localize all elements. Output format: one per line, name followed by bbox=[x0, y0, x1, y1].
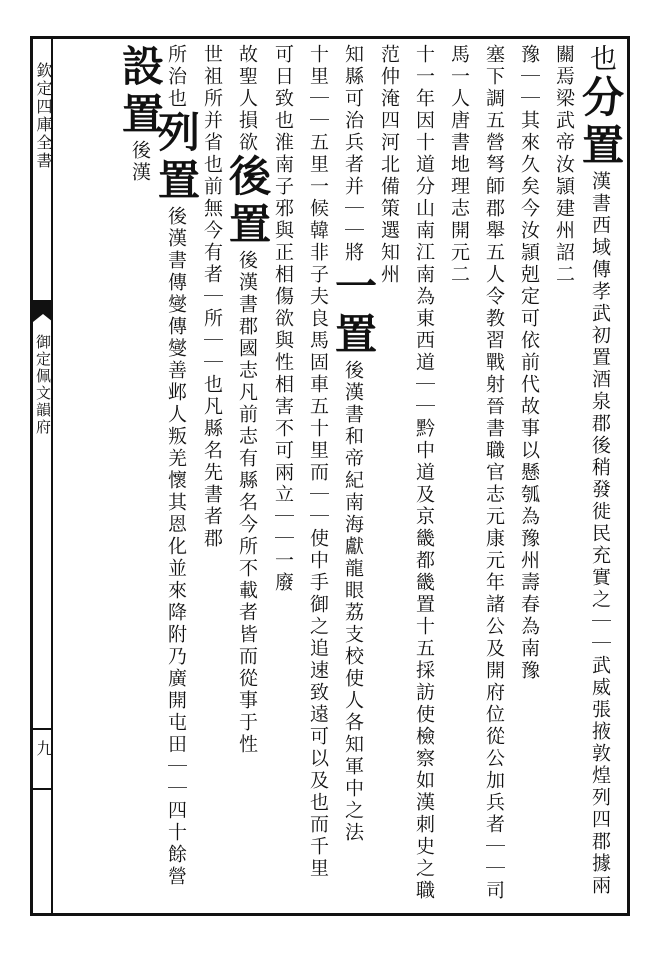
text-run: 漢書西域傳孝武初置酒泉郡後稍發徙民充實之｜｜武威張掖敦煌列四郡據兩關焉梁武帝汝頴建州詔二 bbox=[553, 44, 611, 897]
text-run: 所治也 bbox=[165, 44, 187, 110]
text-run: 故聖人損欲 bbox=[236, 44, 258, 154]
text-column-4 bbox=[371, 44, 441, 910]
text-column-8 bbox=[223, 44, 272, 910]
page-number: 九 bbox=[34, 740, 53, 758]
headword-houzhi: 後置 bbox=[223, 154, 272, 250]
text-run: 塞下調五營弩師郡舉五人令教習戰射晉書職官志元康元年諸公及開府位從公加兵者｜｜司馬一人唐書地理志開元二 bbox=[448, 44, 505, 902]
margin-divider-line bbox=[33, 728, 53, 730]
text-run: 世祖所并省也前無今有者｜所｜｜也凡縣名先書者郡 bbox=[201, 44, 223, 550]
text-run: 十里｜｜五里一候韓非子夫良馬固車五十里而｜｜使中手御之追速致遠可以及也而千里 bbox=[307, 44, 329, 880]
text-run: 可日致也淮南子邪與正相傷欲與性相害不可兩立｜｜一廢 bbox=[272, 44, 294, 594]
book-subtitle-label: 御定佩文韻府 bbox=[34, 334, 52, 436]
text-run: 後漢書和帝紀南海獻龍眼荔支校使人各知軍中之法 bbox=[342, 360, 364, 844]
headword-liezhi: 列置 bbox=[152, 110, 201, 206]
headword-yizhi: 一置 bbox=[329, 264, 378, 360]
text-column-6 bbox=[300, 44, 335, 910]
text-run: 後漢 bbox=[129, 140, 151, 184]
text-run: 也 bbox=[585, 44, 616, 75]
text-column-5 bbox=[329, 44, 378, 910]
body-text bbox=[58, 44, 625, 910]
text-run: 十一年因十道分山南江南為東西道｜｜黔中道及京畿都畿置十五採訪使檢察如漢刺史之職范仲淹四河北備策選知州 bbox=[378, 44, 435, 902]
text-run: 豫｜｜其來久矣今汝頴剋定可依前代故事以懸瓠為豫州壽春為南豫 bbox=[518, 44, 540, 682]
text-run: 知縣可治兵者并｜｜將 bbox=[342, 44, 364, 264]
text-run: 後漢書郡國志凡前志有縣名今所不載者皆而從事于性 bbox=[236, 250, 258, 756]
text-column-11 bbox=[116, 44, 165, 910]
text-column-2 bbox=[511, 44, 546, 910]
headword-shezhi: 設置 bbox=[116, 44, 165, 140]
fishtail-mark-icon bbox=[33, 300, 53, 330]
text-column-1 bbox=[546, 44, 625, 910]
headword-fenzhi: 分置 bbox=[576, 75, 625, 171]
book-title-label: 欽定四庫全書 bbox=[34, 62, 53, 170]
text-run: 後漢書傳燮傳燮善邺人叛羌懷其恩化並來降附乃廣開屯田｜｜四十餘營 bbox=[165, 206, 187, 888]
text-column-10 bbox=[152, 44, 201, 910]
text-column-3 bbox=[441, 44, 511, 910]
margin-divider-line bbox=[33, 788, 53, 790]
